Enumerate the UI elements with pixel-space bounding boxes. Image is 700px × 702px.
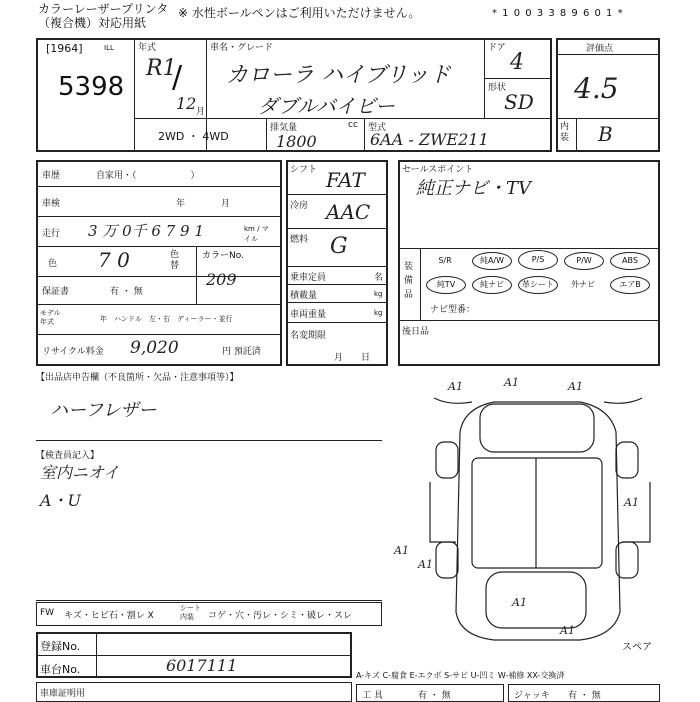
deadline-label: 名変期限 [290,331,327,341]
recycle-unit: 円 預託済 [222,347,261,357]
eq-sr: S/R [438,256,452,265]
color-code-value: 209 [206,270,237,289]
seat-value: コゲ・穴・汚レ・シミ・破レ・スレ [208,611,353,621]
year-label: 年式 [138,43,157,53]
recycle-value: 9,020 [130,338,179,358]
exhibitor-value: ハーフレザー [50,400,157,421]
model-year-value: 年 ハンドル 左・右 ディーラー・並行 [100,315,233,323]
eq-alloy-wheel: 純A/W [472,252,512,270]
model-value: 6AA - ZWE211 [370,130,489,149]
year-slash: / [172,60,183,95]
divider [36,276,282,277]
load-label: 積載量 [290,291,318,301]
inspector-line1: 室内ニオイ [40,463,120,482]
damage-mark: A1 [512,596,527,609]
door-right [622,482,650,542]
divider [36,600,382,601]
divider [286,284,388,285]
back-seat-label: 後日品 [402,327,430,337]
car-diagram [390,372,690,652]
warranty-label: 保証書 [42,287,70,297]
divider [286,322,388,323]
history-table [36,160,282,366]
color-label: 色 [48,259,58,269]
color-code-label: カラーNo. [202,251,244,261]
car-label: 車名・グレード [210,43,274,53]
tools-label: 工 具 [362,691,383,701]
eq-external-navi: 外ナビ [571,280,595,289]
divider [36,246,282,247]
divider [286,302,388,303]
lot-number: 5398 [58,72,125,102]
history-label: 車歴 [42,171,61,181]
equipment-label: 装備品 [404,262,414,300]
mirror-left [434,398,472,403]
divider [36,186,282,187]
eq-navi: 純ナビ [472,276,512,294]
navi-model-label: ナビ型番： [430,305,476,315]
divider [36,304,282,305]
mileage-label: 走行 [42,229,61,239]
recycle-label: リサイクル料金 [42,347,104,357]
inspection-label: 車検 [42,199,61,209]
mileage-value: 3 万 0千 6 7 9 1 [88,222,204,240]
displacement-unit: cc [348,120,358,130]
divider [36,440,382,441]
roof-panel [472,458,602,568]
warranty-value: 有 ・ 無 [110,287,143,297]
sales-label: セールスポイント [402,165,474,175]
ac-value: AAC [326,200,371,224]
divider [36,216,282,217]
color-change-label: 色替 [170,250,180,271]
history-value: 自家用・（ ） [96,171,200,181]
eq-power-steering: P/S [518,250,558,270]
damage-mark: A1 [624,496,639,509]
damage-mark: A1 [448,380,463,393]
wheel-fl [436,442,458,478]
model-year-label: モデル年式 [40,309,61,326]
jack-value: 有 ・ 無 [568,691,601,701]
eq-power-window: P/W [564,252,604,270]
displacement-value: 1800 [276,132,317,151]
registration-label: 登録No. [40,640,81,653]
divider [36,334,282,335]
damage-mark: A1 [504,376,519,389]
divider [484,78,552,79]
capacity-unit: 名 [374,273,384,283]
wheel-fr [616,442,638,478]
divider [134,118,552,119]
divider [266,118,267,152]
jack-label: ジャッキ [514,691,550,701]
shape-label: 形状 [488,83,507,93]
inspection-value: 年 月 [176,199,231,209]
fuel-label: 燃料 [290,235,309,245]
divider [364,118,365,152]
interior-value: B [598,122,613,146]
lot-prefix: [1964] [46,42,83,55]
seat-label: シート内装 [180,604,201,621]
divider [556,118,660,119]
exhibitor-label: 【出品店申告欄（不良箇所・欠品・注意事項等）】 [36,373,239,383]
divider [286,194,388,195]
divider [96,632,97,678]
displacement-label: 排気量 [270,123,298,133]
divider [398,320,660,321]
lot-prefix-suffix: ILL [104,44,114,52]
trunk-panel [486,572,586,628]
fw-value: キズ・ヒビ石・割レ X [64,611,154,621]
tools-value: 有 ・ 無 [418,691,451,701]
inspector-label: 【検査員記入】 [36,451,100,461]
weight-unit: kg [374,309,383,317]
inspector-line2: A・U [40,491,82,510]
hood-panel [480,404,594,452]
interior-label: 内装 [560,122,570,143]
eq-abs: ABS [610,252,650,270]
body-outline [456,402,620,640]
car-name: カローラ ハイブリッド [226,63,451,88]
wheel-rl [436,542,458,578]
weight-label: 車両重量 [290,310,327,320]
certificate-label: 車庫証明用 [40,689,86,699]
doors-label: ドア [488,43,506,53]
doors-value: 4 [510,50,524,75]
divider [420,248,421,320]
drive-options: 2WD ・ 4WD [158,130,229,143]
sales-value: 純正ナビ・TV [416,178,532,199]
shift-label: シフト [290,165,318,175]
capacity-label: 乗車定員 [290,273,327,283]
damage-legend: A-キズ C-腐食 E-エクボ S-サビ U-凹ミ W-補修 XX-交換済 [356,671,565,680]
fuel-value: G [330,234,348,259]
chassis-label: 車台No. [40,663,81,676]
header-notice: ※ 水性ボールペンはご利用いただけません。 [178,6,421,20]
deadline-value: 月 日 [334,353,371,363]
model-label: 型式 [368,123,387,133]
header-title [38,2,168,30]
load-unit: kg [374,290,383,298]
damage-mark: A1 [418,558,433,571]
header-title-line1: カラーレーザープリンタ [38,2,169,16]
year-era: R1 [146,56,177,81]
car-grade: ダブルバイビー [258,94,395,118]
spare-label: スペア [622,642,652,652]
divider [286,266,388,267]
mirror-right [604,398,642,403]
eq-leather-seat: 革シート [518,276,558,294]
shape-value: SD [504,90,534,114]
damage-mark: A1 [568,380,583,393]
damage-mark: A1 [560,624,575,637]
divider [556,54,660,55]
eq-tv: 純TV [426,276,466,294]
header-title-line2: （複合機）対応用紙 [38,16,147,30]
shift-value: FAT [326,168,365,192]
score-value: 4.5 [574,72,619,105]
mileage-units: km / マイル [244,225,269,243]
year-month: 12 [176,94,197,113]
score-label: 評価点 [586,44,614,54]
divider [576,118,577,152]
eq-airbag: エアB [610,276,650,294]
divider [286,228,388,229]
fw-label: FW [40,608,55,618]
barcode-number: * 1 0 0 3 3 8 9 6 0 1 * [492,8,624,19]
door-left [430,482,456,542]
year-month-unit: 月 [196,107,206,117]
color-value: 7 0 [98,248,130,272]
chassis-value: 6017111 [166,656,238,675]
divider [134,38,135,152]
ac-label: 冷房 [290,201,309,211]
divider [398,248,660,249]
divider [196,246,197,304]
damage-mark: A1 [394,544,409,557]
